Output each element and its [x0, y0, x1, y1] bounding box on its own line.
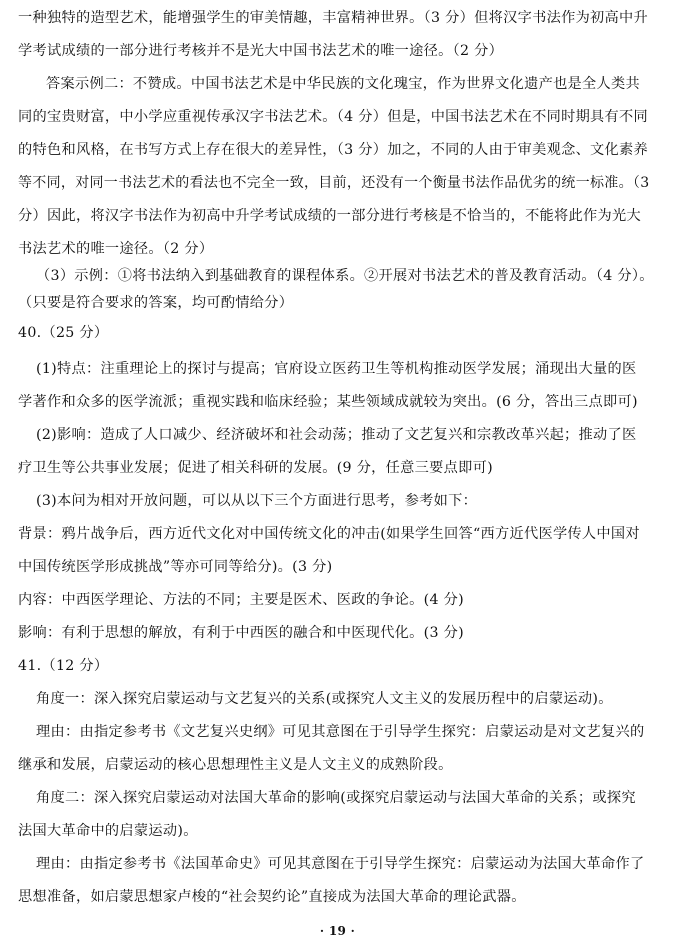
text-line: 同的宝贵财富，中小学应重视传承汉字书法艺术。（4 分）但是，中国书法艺术在不同时期具有不同 — [18, 109, 649, 125]
text-line: 一种独特的造型艺术，能增强学生的审美情趣，丰富精神世界。（3 分）但将汉字书法作为初高中升 — [18, 10, 649, 26]
text-line: 学著作和众多的医学流派；重视实践和临床经验；某些领域成就较为突出。(6 分，答出三点即可) — [18, 394, 638, 410]
text-line: 中国传统医学形成挑战”等亦可同等给分)。(3 分) — [18, 559, 333, 575]
text-line: 背景：鸦片战争后，西方近代文化对中国传统文化的冲击(如果学生回答“西方近代医学传人中国对 — [18, 526, 640, 542]
text-line: 影响：有利于思想的解放，有利于中西医的融合和中医现代化。(3 分) — [18, 625, 464, 641]
text-line: 角度一：深入探究启蒙运动与文艺复兴的关系(或探究人文主义的发展历程中的启蒙运动)。 — [36, 691, 613, 707]
text-line: 继承和发展，启蒙运动的核心思想理性主义是人文主义的成熟阶段。 — [18, 757, 453, 773]
question-heading: 41.（12 分） — [18, 658, 109, 674]
text-line: （3）示例：①将书法纳入到基础教育的课程体系。②开展对书法艺术的普及教育活动。（4 分）。 — [36, 268, 654, 284]
text-line: 理由：由指定参考书《法国革命史》可见其意图在于引导学生探究：启蒙运动为法国大革命作了 — [36, 856, 645, 872]
text-line: 角度二：深入探究启蒙运动对法国大革命的影响(或探究启蒙运动与法国大革命的关系；或探究 — [36, 790, 636, 806]
text-line: （只要是符合要求的答案，均可酌情给分） — [18, 295, 294, 311]
text-line: 思想准备，如启蒙思想家卢梭的“社会契约论”直接成为法国大革命的理论武器。 — [18, 889, 526, 905]
text-line: 的特色和风格，在书写方式上存在很大的差异性，（3 分）加之，不同的人由于审美观念、文化素养 — [18, 142, 649, 158]
text-line: 内容：中西医学理论、方法的不同；主要是医术、医政的争论。(4 分) — [18, 592, 464, 608]
text-line: (1)特点：注重理论上的探讨与提高；官府设立医药卫生等机构推动医学发展；涌现出大量的医 — [36, 361, 637, 377]
text-line: 学考试成绩的一部分进行考核并不是光大中国书法艺术的唯一途径。（2 分） — [18, 43, 504, 59]
page-number: · 19 · — [319, 924, 356, 938]
text-line: (2)影响：造成了人口减少、经济破坏和社会动荡；推动了文艺复兴和宗教改革兴起；推动了医 — [36, 427, 637, 443]
text-line: 分）因此，将汉字书法作为初高中升学考试成绩的一部分进行考核是不恰当的，不能将此作为光大 — [18, 208, 641, 224]
text-line: 疗卫生等公共事业发展；促进了相关科研的发展。(9 分，任意三要点即可) — [18, 460, 493, 476]
text-line: 法国大革命中的启蒙运动)。 — [18, 823, 198, 839]
text-line: 书法艺术的唯一途径。（2 分） — [18, 241, 214, 257]
question-heading: 40.（25 分） — [18, 325, 109, 341]
text-line: 等不同，对同一书法艺术的看法也不完全一致，目前，还没有一个衡量书法作品优劣的统一标准。（3 — [18, 175, 650, 191]
text-line: (3)本问为相对开放问题，可以从以下三个方面进行思考，参考如下： — [36, 493, 478, 509]
text-line: 答案示例二：不赞成。中国书法艺术是中华民族的文化瑰宝，作为世界文化遗产也是全人类共 — [46, 76, 640, 92]
text-line: 理由：由指定参考书《文艺复兴史纲》可见其意图在于引导学生探究：启蒙运动是对文艺复兴的 — [36, 724, 645, 740]
